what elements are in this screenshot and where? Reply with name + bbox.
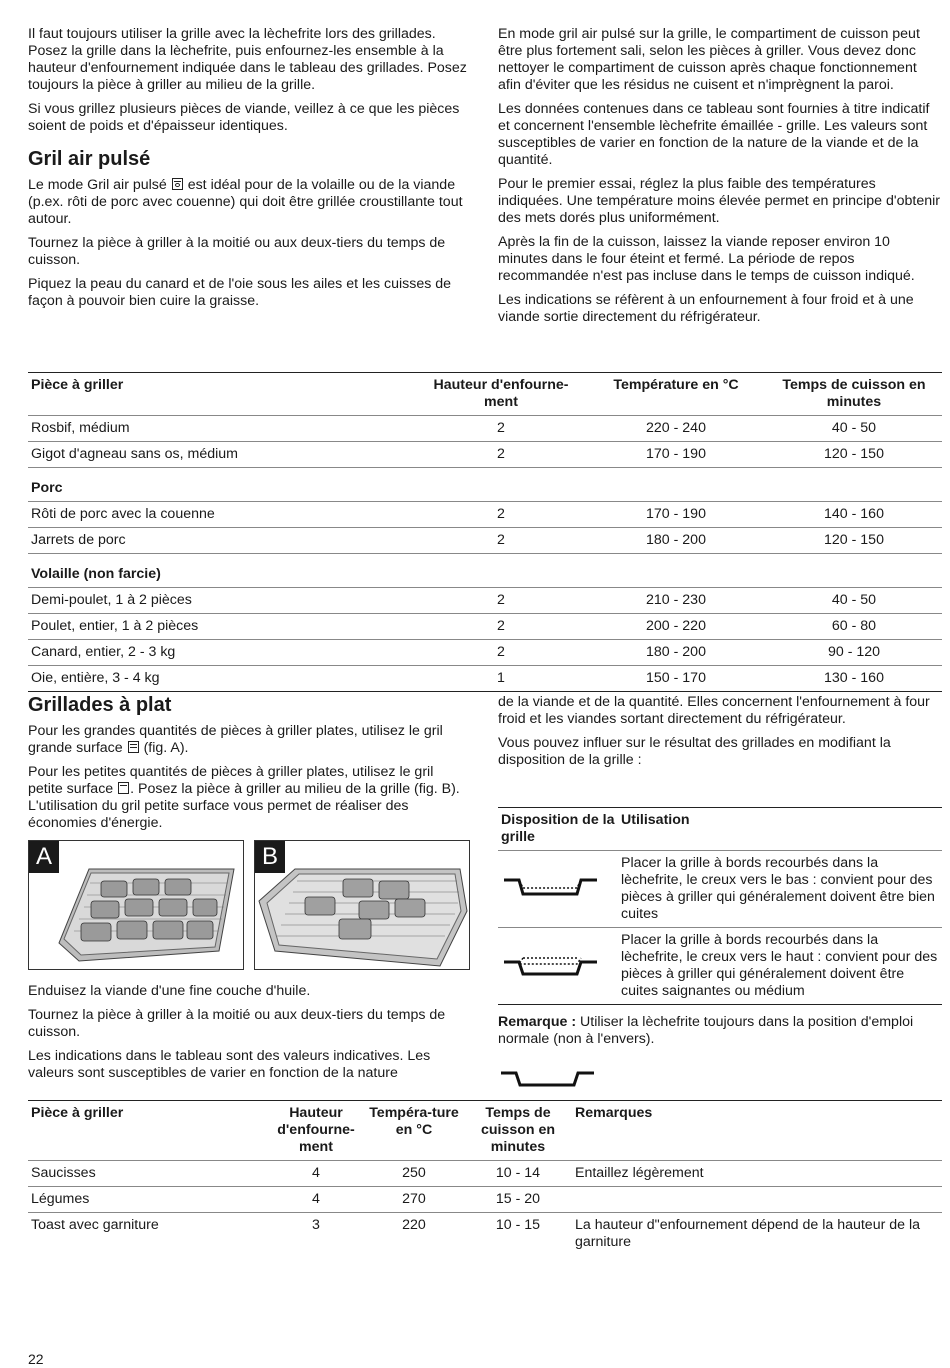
remarque-block — [498, 1014, 942, 1096]
table-row — [498, 851, 942, 928]
figure-b-small-grill — [254, 840, 470, 970]
left-intro-column — [28, 26, 470, 317]
header-utilisation: Utilisation — [621, 812, 690, 828]
right-paragraph-3: Pour le premier essai, réglez la plus faible des températures indiquées. Une température moins élevée permet en principe d'obtenir des mets dorés plus uniformément. — [498, 176, 940, 226]
grid-disposition-table — [498, 807, 942, 1005]
table-header-row — [28, 373, 942, 416]
grillades-paragraph-2: Pour les petites quantités de pièces à griller plates, utilisez le gril petite surface . Posez la pièce à griller au milieu de la grille (fig. B). L'utilisation du gril petite surface vous permet de réaliser des économies d'énergie. — [28, 764, 460, 831]
grillades-plat-table — [28, 1100, 942, 1255]
grid-down-cell — [498, 851, 618, 928]
right-paragraph-5: Les indications se réfèrent à un enfournement à four froid et à une viande sortie directement du réfrigérateur. — [498, 292, 914, 325]
grillades-right-paragraph-1: de la viande et de la quantité. Elles concernent l'enfournement à four froid et les viandes sortant directement du réfrigérateur. — [498, 694, 930, 727]
table-row: Canard, entier, 2 - 3 kg 2 180 - 200 90 - 120 — [28, 640, 942, 666]
category-row-volaille: Volaille (non farcie) — [28, 554, 942, 588]
intro-paragraph-2: Si vous grillez plusieurs pièces de viande, veillez à ce que les pièces soient de poids et d'épaisseur identiques. — [28, 101, 460, 134]
grid-up-description: Placer la grille à bords recourbés dans la lèchefrite, le creux vers le haut : convient pour des pièces à griller qui généralement doivent être cuites saignantes ou médium — [621, 932, 938, 999]
gril-air-paragraph-1: Le mode Gril air pulsé est idéal pour de la volaille ou de la viande (p.ex. rôti de porc avec couenne) qui doit être grillée croustillante tout autour. — [28, 177, 463, 227]
figure-a-label: A — [29, 841, 59, 873]
right-paragraph-2: Les données contenues dans ce tableau sont fournies à titre indicatif et concernent l'ensemble lèchefrite émaillée - grille. Les valeurs sont susceptibles de varier en fonction de la nature de la viande et de la quantité. — [498, 101, 930, 168]
gril-air-paragraph-3: Piquez la peau du canard et de l'oie sous les ailes et les cuisses de façon à pouvoir bien cuire la graisse. — [28, 276, 452, 309]
table-row: Toast avec garniture 3 220 10 - 15 La hauteur d"enfournement dépend de la hauteur de la garniture — [31, 1217, 921, 1250]
table-row: Rosbif, médium 2 220 - 240 40 - 50 — [28, 416, 942, 442]
grillades-paragraph-5: Les indications dans le tableau sont des valeurs indicatives. Les valeurs sont susceptibles de varier en fonction de la nature — [28, 1048, 431, 1081]
header-temperature: Température en °C — [613, 377, 739, 393]
table-row: Oie, entière, 3 - 4 kg 1 150 - 170 130 - 160 — [31, 670, 884, 686]
header-temperature: Tempéra-ture en °C — [369, 1105, 459, 1138]
figure-b-label: B — [255, 841, 285, 873]
grillades-left-column — [28, 681, 470, 839]
table-header-row — [28, 1101, 942, 1161]
category-row-porc: Porc — [28, 468, 942, 502]
header-temps: Temps de cuisson en minutes — [480, 1105, 556, 1155]
lechefrite-normal-icon — [498, 1067, 598, 1091]
intro-paragraph-1: Il faut toujours utiliser la grille avec la lèchefrite lors des grillades. Posez la grille dans la lèchefrite, puis enfournez-les ensemble à la hauteur d'enfournement indiquée dans le tableau des grillades. Posez toujours la pièce à griller au milieu de la grille. — [28, 26, 467, 93]
grillades-right-column — [498, 694, 942, 776]
grillades-left-lower — [28, 983, 470, 1089]
header-disposition: Disposition de la grille — [501, 812, 615, 845]
table-row: Rôti de porc avec la couenne 2 170 - 190 140 - 160 — [28, 502, 942, 528]
table-row: Gigot d'agneau sans os, médium 2 170 - 190 120 - 150 — [28, 442, 942, 468]
gril-air-table — [28, 372, 942, 692]
table-row: Légumes 4 270 15 - 20 — [28, 1187, 942, 1213]
header-temps: Temps de cuisson en minutes — [782, 377, 926, 410]
grillades-paragraph-3: Enduisez la viande d'une fine couche d'huile. — [28, 983, 311, 999]
gril-air-pulse-icon — [172, 178, 183, 190]
gril-air-title: Gril air pulsé — [28, 148, 151, 170]
grill-tray-large-image — [29, 841, 244, 970]
table-header-row — [498, 808, 942, 851]
grid-up-cell — [498, 928, 618, 1005]
page-number: 22 — [28, 1351, 44, 1367]
gril-grande-surface-icon — [128, 741, 139, 753]
grid-creux-haut-icon — [501, 948, 601, 980]
table-row: Poulet, entier, 1 à 2 pièces 2 200 - 220 60 - 80 — [28, 614, 942, 640]
table-row: Jarrets de porc 2 180 - 200 120 - 150 — [28, 528, 942, 554]
table-row — [498, 928, 942, 1005]
grillades-right-paragraph-2: Vous pouvez influer sur le résultat des grillades en modifiant la disposition de la grille : — [498, 735, 891, 768]
header-piece: Pièce à griller — [31, 1105, 124, 1121]
grill-tray-small-image — [255, 841, 470, 970]
right-paragraph-4: Après la fin de la cuisson, laissez la viande reposer environ 10 minutes dans le four éteint et fermé. La période de repos recommandée n'est pas incluse dans le temps de cuisson indiqué. — [498, 234, 915, 284]
right-intro-column — [498, 26, 942, 333]
right-paragraph-1: En mode gril air pulsé sur la grille, le compartiment de cuisson peut être plus fortement sali, selon les pièces à griller. Vous devez donc nettoyer le compartiment de cuisson après chaque fonctionnement afin d'éviter que les résidus ne cuisent et n'imprègnent la paroi. — [498, 26, 920, 93]
grillades-title: Grillades à plat — [28, 694, 172, 716]
gril-petite-surface-icon — [118, 782, 129, 794]
header-piece: Pièce à griller — [31, 377, 124, 393]
header-hauteur: Hauteur d'enfourne-ment — [433, 377, 569, 410]
header-hauteur: Hauteur d'enfourne-ment — [277, 1105, 355, 1155]
grillades-paragraph-4: Tournez la pièce à griller à la moitié ou aux deux-tiers du temps de cuisson. — [28, 1007, 446, 1040]
table-row: Saucisses 4 250 10 - 14 Entaillez légèrement — [28, 1161, 942, 1187]
header-remarques: Remarques — [575, 1105, 653, 1121]
remarque-text: Remarque : Utiliser la lèchefrite toujours dans la position d'emploi normale (non à l'envers). — [498, 1014, 914, 1047]
figure-a-large-grill — [28, 840, 244, 970]
gril-air-paragraph-2: Tournez la pièce à griller à la moitié ou aux deux-tiers du temps de cuisson. — [28, 235, 446, 268]
grid-creux-bas-icon — [501, 872, 601, 902]
grid-down-description: Placer la grille à bords recourbés dans la lèchefrite, le creux vers le bas : convient pour des pièces à griller qui généralement doivent être bien cuites — [621, 855, 935, 922]
grillades-paragraph-1: Pour les grandes quantités de pièces à griller plates, utilisez le gril grande surface (fig. A). — [28, 723, 443, 756]
table-row: Demi-poulet, 1 à 2 pièces 2 210 - 230 40 - 50 — [28, 588, 942, 614]
